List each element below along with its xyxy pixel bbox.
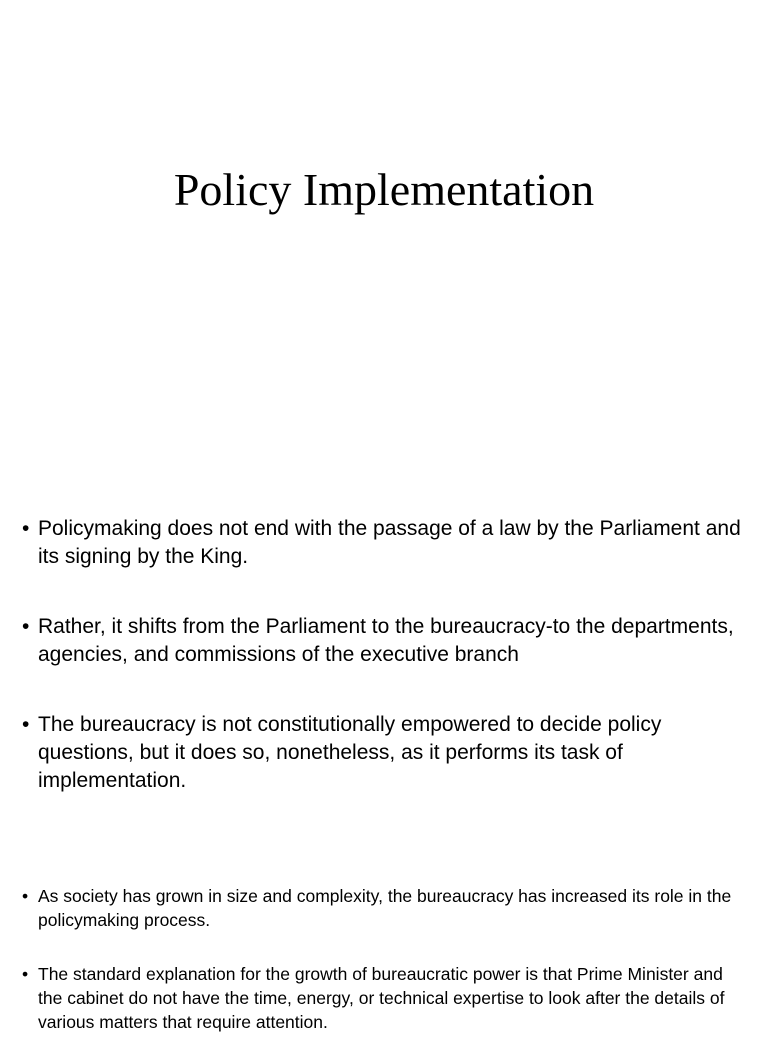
bullet-text: Rather, it shifts from the Parliament to the bureaucracy-to the departments, agencies, and commissions of the executive branch [38,615,734,666]
bullet-item [20,962,745,1034]
bullet-item [20,711,755,795]
bullet-dot-icon: • [22,713,30,736]
bullet-item [20,515,755,571]
bullet-list-secondary [20,884,745,1064]
bullet-item [20,613,755,669]
bullet-text: The standard explanation for the growth of bureaucratic power is that Prime Minister and the cabinet do not have the time, energy, or technical expertise to look after the details of various matters that require attention. [38,964,725,1032]
bullet-list-main [20,515,755,837]
bullet-dot-icon: • [22,886,29,906]
bullet-text: As society has grown in size and complexity, the bureaucracy has increased its role in the policymaking process. [38,886,732,930]
bullet-dot-icon: • [22,964,29,984]
slide-title: Policy Implementation [173,164,595,215]
bullet-dot-icon: • [22,517,30,540]
bullet-dot-icon: • [22,615,30,638]
bullet-item [20,884,745,932]
bullet-text: Policymaking does not end with the passage of a law by the Parliament and its signing by the King. [38,517,741,568]
bullet-text: The bureaucracy is not constitutionally empowered to decide policy questions, but it does so, nonetheless, as it performs its task of implementation. [38,713,662,792]
